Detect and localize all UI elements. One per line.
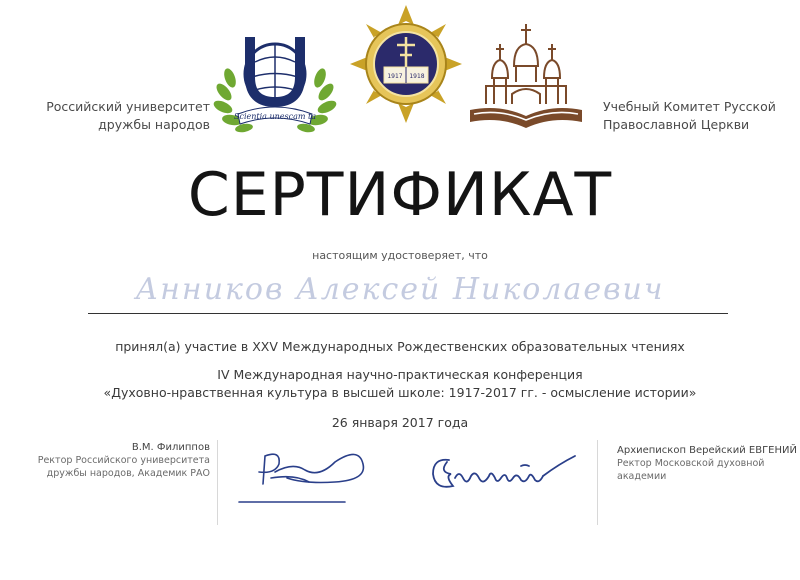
left-organization: [20, 98, 210, 134]
left-org-line-2: дружбы народов: [98, 117, 210, 132]
right-divider: [597, 440, 598, 525]
left-signatory-title-2: дружбы народов, Академик РАО: [46, 468, 210, 479]
right-signatory-title-2: академии: [617, 471, 667, 482]
conference-line: IV Международная научно-практическая конференция: [217, 367, 583, 382]
right-org-line-2: Православной Церкви: [603, 117, 750, 132]
left-handwritten-signature: [235, 442, 385, 512]
right-signatory-name: Архиепископ Верейский ЕВГЕНИЙ: [617, 445, 797, 456]
right-handwritten-signature: [425, 448, 590, 498]
recipient-name: Анников Алексей Николаевич: [135, 272, 665, 307]
rudn-logo: [210, 22, 340, 140]
left-org-line-1: Российский университет: [46, 99, 210, 114]
orthodox-seal-emblem: [350, 5, 462, 123]
right-signatory-title-1: Ректор Московской духовной: [617, 458, 765, 469]
participation-line: принял(а) участие в XXV Международных Рождественских образовательных чтениях: [115, 339, 685, 354]
certificate-title: СЕРТИФИКАТ: [187, 160, 613, 230]
right-org-line-1: Учебный Комитет Русской: [603, 99, 776, 114]
church-committee-logo: [460, 22, 592, 140]
left-signatory-title-1: Ректор Российского университета: [37, 455, 210, 466]
right-organization: [603, 98, 793, 134]
left-divider: [217, 440, 218, 525]
left-signatory-name: В.М. Филиппов: [131, 442, 210, 453]
seal-year-right: 1918: [409, 73, 425, 80]
name-underline: [88, 313, 728, 314]
certificate-date: 26 января 2017 года: [331, 415, 469, 430]
seal-year-left: 1917: [387, 73, 403, 80]
left-signatory: [20, 441, 210, 480]
right-signatory: [617, 444, 797, 483]
rudn-logo-motto: Scientia unescam ta: [234, 112, 316, 121]
certifies-label: настоящим удостоверяет, что: [312, 249, 488, 262]
conference-title-line: «Духовно-нравственная культура в высшей школе: 1917-2017 гг. - осмысление истории»: [103, 385, 697, 400]
